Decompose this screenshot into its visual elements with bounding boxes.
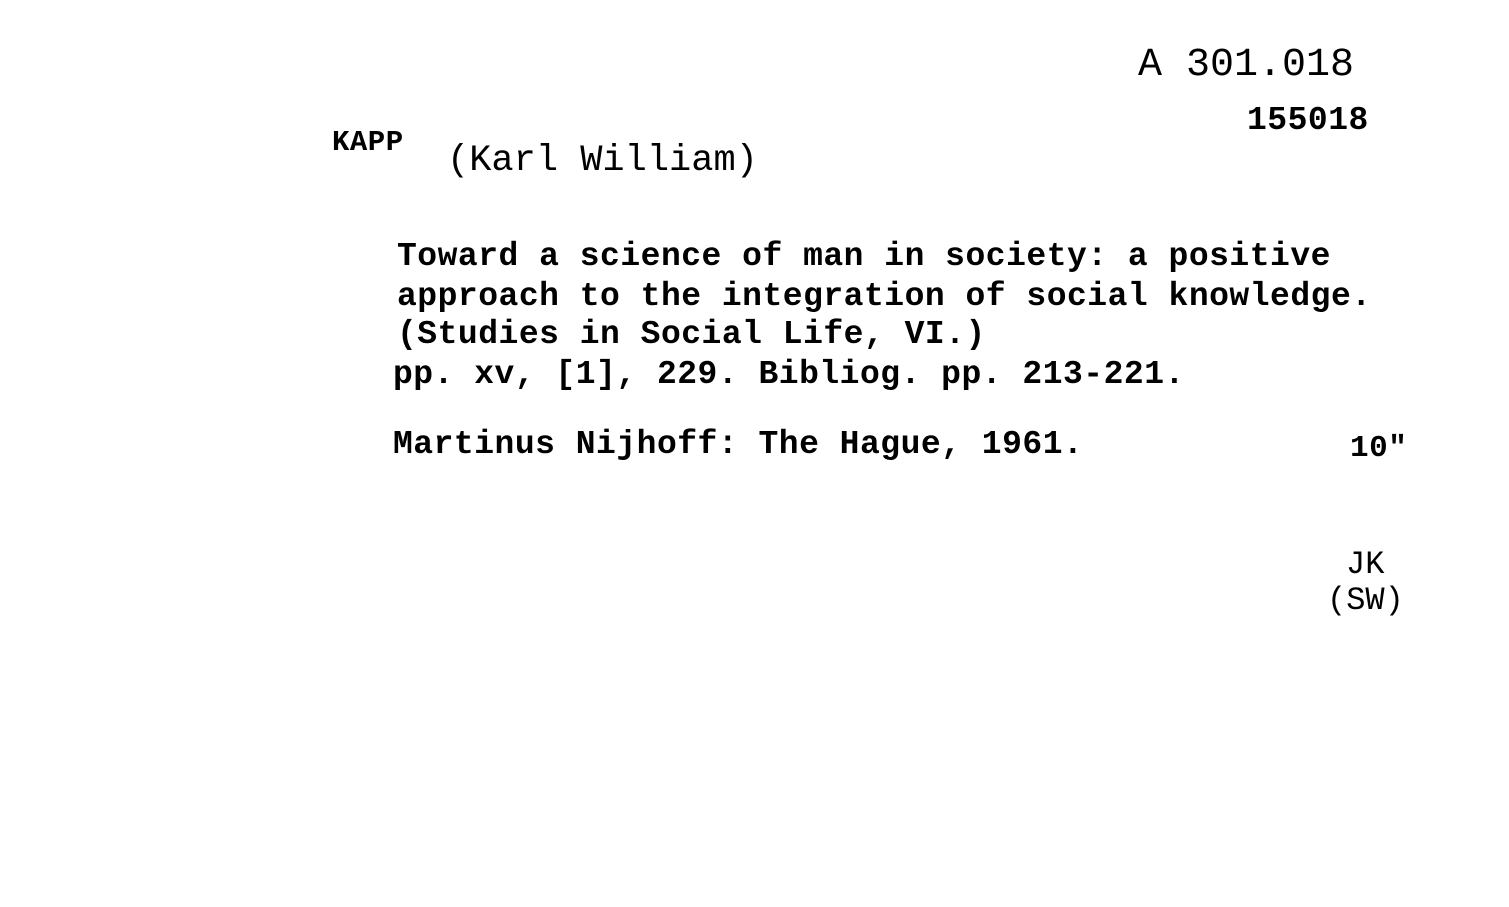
title-line: approach to the integration of social knowledge.: [397, 278, 1372, 315]
call-number: A 301.018: [1138, 43, 1355, 88]
cataloger-initials-secondary: (SW): [1327, 582, 1404, 619]
title-line: Toward a science of man in society: a positive: [397, 238, 1331, 275]
author-forenames: (Karl William): [447, 140, 758, 182]
collation-line: pp. xv, [1], 229. Bibliog. pp. 213-221.: [393, 356, 1185, 393]
author-surname: KAPP: [332, 126, 404, 159]
size-label: 10": [1350, 431, 1408, 466]
accession-number: 155018: [1247, 102, 1369, 139]
imprint-line: Martinus Nijhoff: The Hague, 1961.: [393, 426, 1084, 463]
cataloger-initials: JK: [1346, 546, 1385, 583]
series-line: (Studies in Social Life, VI.): [397, 316, 986, 353]
